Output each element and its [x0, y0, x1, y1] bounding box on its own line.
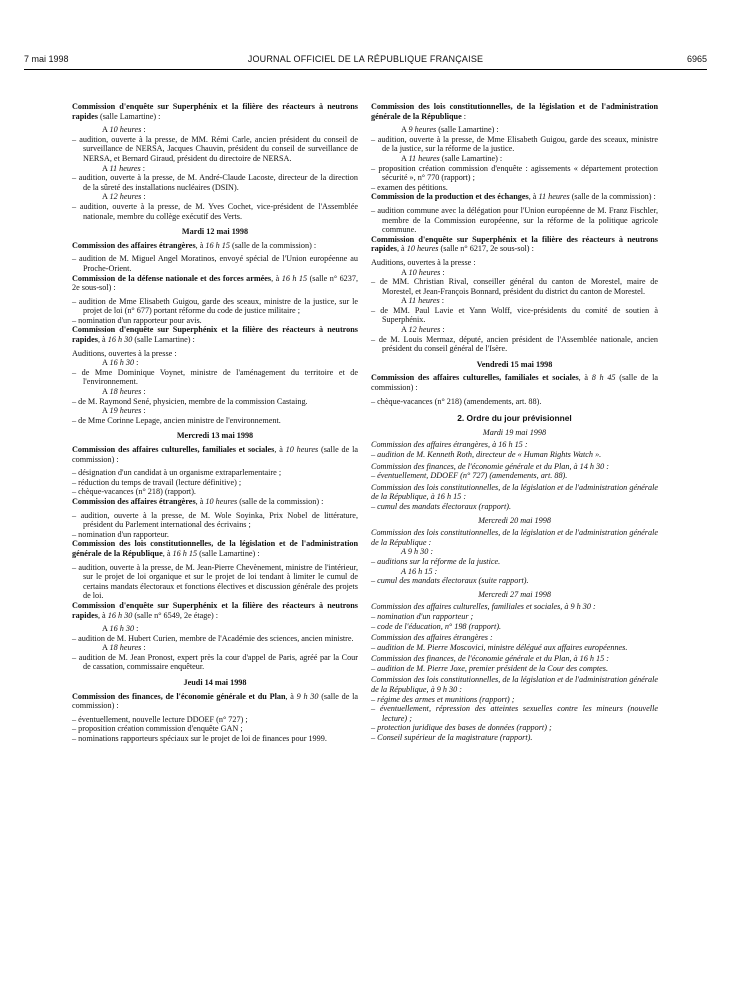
agenda-item: – proposition création commission d'enquête : agissements « département protection sécurité », n° 770 (rapport) ; [371, 163, 658, 183]
text-segment: A [102, 125, 110, 135]
time-slot [72, 358, 358, 368]
agenda-item: – de Mme Corinne Lepage, ancien ministre de l'environnement. [72, 415, 281, 425]
text-segment: : [141, 192, 146, 202]
forecast-agenda-item: – nomination d'un rapporteur ; [371, 611, 474, 621]
time-slot [72, 387, 358, 397]
text-segment: 16 h 30 [107, 610, 133, 620]
commission-heading [72, 241, 358, 251]
header-rule [24, 69, 707, 70]
agenda-item: – audition, ouverte à la presse, de M. Wole Soyinka, Prix Nobel de littérature, président du Parlement international des écrivains ; [72, 510, 358, 530]
agenda-item: – audition, ouverte à la presse, de MM. Rémi Carle, ancien président du conseil de surveillance de NERSA, Jacques Chauvin, président du conseil de surveillance de NERSA, et Bernard Giraud, président du directoire de NERSA. [72, 134, 358, 163]
commission-heading [72, 325, 358, 344]
agenda-item: – audition de M. Jean Pronost, expert près la cour d'appel de Paris, agréé par la Cour de cassation, commissaire enquêteur. [72, 652, 358, 672]
agenda-item: – examen des pétitions. [371, 182, 448, 192]
text-segment: (salle de la commission) : [229, 240, 317, 250]
text-segment: 19 heures [109, 406, 142, 416]
commission-heading [72, 102, 358, 121]
agenda-item: – proposition création commission d'enquête GAN ; [72, 724, 243, 734]
auditions-note: Auditions, ouvertes à la presse : [371, 257, 476, 267]
time-slot [371, 154, 658, 164]
text-segment: 11 heures [538, 192, 570, 202]
text-segment: (salle de la commission) : [72, 691, 359, 711]
agenda-item: – de M. Louis Mermaz, député, ancien président de l'Assemblée nationale, ancien président du conseil général de l'Isère. [371, 334, 658, 354]
auditions-note: Auditions, ouvertes à la presse : [72, 348, 177, 358]
text-segment: A [102, 387, 110, 397]
text-segment: 10 heures [285, 445, 319, 454]
forecast-agenda-item: – audition de M. Pierre Moscovici, ministre délégué aux affaires européennes. [371, 642, 628, 652]
text-segment: (salle Lamartine) : [97, 111, 161, 121]
text-segment: (salle n° 6549, 2e étage) : [132, 610, 219, 620]
text-segment: A [401, 267, 409, 277]
text-segment: Commission des affaires étrangères [72, 496, 196, 506]
page-number: 6965 [686, 54, 707, 64]
commission-heading [72, 601, 358, 620]
text-segment: 12 heures [408, 325, 441, 335]
text-segment: , à [162, 548, 173, 558]
text-segment: 16 h 30 [109, 358, 135, 368]
text-segment: 16 h 15 [172, 548, 198, 558]
text-segment: A [102, 163, 110, 173]
forecast-agenda-item: – audition de M. Pierre Joxe, premier président de la Cour des comptes. [371, 663, 609, 673]
text-segment: 16 h 30 [107, 335, 133, 345]
forecast-agenda-item: – code de l'éducation, n° 198 (rapport). [371, 621, 502, 631]
agenda-item: – de M. Raymond Sené, physicien, membre de la commission Castaing. [72, 396, 308, 406]
time-slot [371, 125, 658, 135]
text-segment: Commission de la production et des échanges [371, 192, 529, 202]
forecast-commission-heading: Commission des lois constitutionnelles, de la législation et de l'administration générale de la République, à 9 h 30 : [371, 675, 658, 695]
text-segment: 16 h 30 [109, 624, 135, 634]
forecast-agenda-item: – cumul des mandats électoraux (rapport). [371, 501, 512, 511]
agenda-item: – désignation d'un candidat à un organisme extraparlementaire ; [72, 468, 282, 478]
text-segment: A [401, 296, 409, 306]
forecast-day-heading: Mardi 19 mai 1998 [482, 427, 547, 437]
agenda-item: – audition de M. Miguel Angel Moratinos, envoyé spécial de l'Union européenne au Proche-Orient. [72, 254, 358, 273]
text-segment: A [102, 624, 110, 634]
text-segment: 10 heures [408, 267, 441, 277]
text-segment: : [141, 387, 146, 397]
time-slot [72, 164, 358, 174]
text-segment: : [141, 406, 146, 416]
commission-heading [72, 692, 358, 711]
forecast-day-heading: Mercredi 20 mai 1998 [478, 515, 551, 525]
text-segment: (salle n° 6237, 2e sous-sol) : [72, 273, 358, 293]
text-segment: Commission des lois constitutionnelles, de la législation et de l'administration générale de la République [371, 102, 658, 121]
commission-heading [72, 445, 358, 464]
text-segment: , à [578, 373, 592, 383]
agenda-item: – de Mme Dominique Voynet, ministre de l'aménagement du territoire et de l'environnement. [72, 367, 358, 387]
forecast-commission-heading: Commission des affaires étrangères, à 16 h 15 : [371, 440, 528, 450]
text-segment: Commission d'enquête sur Superphénix et la filière des réacteurs à neutrons rapides [72, 325, 358, 345]
text-segment: 10 heures [109, 125, 142, 135]
text-segment: , à [396, 244, 407, 254]
text-segment: , à [195, 240, 206, 250]
text-segment: : [440, 325, 445, 335]
text-segment: A [102, 358, 110, 368]
text-segment: , à [285, 691, 297, 701]
forecast-agenda-item: – auditions sur la réforme de la justice. [371, 556, 501, 566]
day-heading: Vendredi 15 mai 1998 [476, 359, 553, 369]
agenda-item: – nominations rapporteurs spéciaux sur le projet de loi de finances pour 1999. [72, 734, 327, 744]
text-segment: : [134, 624, 139, 634]
text-segment: (salle n° 6217, 2e sous-sol) : [438, 244, 534, 254]
left-column [72, 102, 358, 744]
agenda-item: – de MM. Paul Lavie et Yann Wolff, vice-présidents du comité de soutien à Superphénix. [371, 305, 658, 325]
forecast-commission-heading: Commission des lois constitutionnelles, de la législation et de l'administration générale de la République, à 16 h 15 : [371, 482, 658, 502]
text-segment: Commission d'enquête sur Superphénix et la filière des réacteurs à neutrons rapides [72, 102, 358, 121]
text-segment: Commission des lois constitutionnelles, de la législation et de l'administration générale de la République [72, 539, 358, 558]
time-slot [371, 296, 658, 306]
text-segment: Commission d'enquête sur Superphénix et la filière des réacteurs à neutrons rapides [72, 600, 358, 620]
agenda-item: – de MM. Christian Rival, conseiller général du canton de Morestel, maire de Morestel, et Jean-François Bonnard, président du district du canton de Morestel. [371, 277, 658, 296]
text-segment: : [141, 125, 146, 135]
text-segment: 11 heures [109, 163, 141, 173]
text-segment: , à [274, 445, 286, 454]
forecast-agenda-item: – protection juridique des bases de données (rapport) ; [371, 723, 552, 733]
text-segment: A [102, 643, 110, 653]
text-segment: 12 heures [109, 192, 142, 202]
text-segment: 10 heures [406, 244, 439, 254]
forecast-agenda-item: – régime des armes et munitions (rapport) ; [371, 694, 515, 704]
commission-heading [72, 497, 358, 507]
time-slot [371, 268, 658, 278]
forecast-agenda-item: – Conseil supérieur de la magistrature (rapport). [371, 733, 533, 743]
text-segment: (salle Lamartine) : [132, 335, 195, 345]
text-segment: Commission des affaires culturelles, familiales et sociales [72, 445, 275, 454]
text-segment: , à [271, 273, 282, 283]
text-segment: Commission des affaires étrangères [72, 240, 196, 250]
agenda-item: – éventuellement, nouvelle lecture DDOEF (n° 727) ; [72, 714, 248, 724]
text-segment: 18 heures [109, 643, 142, 653]
agenda-item: – audition, ouverte à la presse, de Mme Elisabeth Guigou, garde des sceaux, ministre de la justice, sur la réforme de la justice. [371, 134, 658, 154]
text-segment: (salle de la commission) : [72, 445, 359, 464]
text-segment: A [102, 406, 110, 416]
text-segment: , à [97, 610, 108, 620]
forecast-agenda-item: – audition de M. Kenneth Roth, directeur de « Human Rights Watch ». [371, 450, 602, 459]
forecast-commission-heading: Commission des affaires culturelles, familiales et sociales, à 9 h 30 : [371, 602, 596, 612]
text-segment: (salle de la commission) : [569, 192, 656, 202]
text-segment: (salle de la commission) : [371, 373, 658, 393]
forecast-day-heading: Mercredi 27 mai 1998 [478, 589, 551, 599]
text-segment: Commission des affaires culturelles, familiales et sociales [371, 373, 579, 383]
text-segment: 9 h 30 [296, 691, 319, 701]
journal-title: JOURNAL OFFICIEL DE LA RÉPUBLIQUE FRANÇAISE [247, 54, 484, 64]
text-segment: 10 heures [205, 496, 238, 506]
agenda-item: – audition de M. Hubert Curien, membre de l'Académie des sciences, ancien ministre. [72, 633, 354, 643]
commission-heading [72, 274, 358, 293]
text-segment: A [401, 125, 409, 135]
text-segment: Commission des finances, de l'économie générale et du Plan [72, 691, 286, 701]
agenda-item: – nomination d'un rapporteur pour avis. [72, 315, 202, 325]
text-segment: 8 h 45 [591, 373, 616, 383]
forecast-commission-heading: Commission des affaires étrangères : [371, 633, 493, 643]
page-header [24, 54, 707, 68]
agenda-item: – audition, ouverte à la presse, de M. Jean-Pierre Chevènement, ministre de l'intérieur, sur le projet de loi organique et sur le projet de loi tendant à limiter le cumul de certains mandats électoraux et fonctions électives et discussion générale des projets de loi. [72, 562, 358, 601]
agenda-item: – audition, ouverte à la presse, de M. André-Claude Lacoste, directeur de la direction de la sûreté des installations nucléaires (DSIN). [72, 173, 358, 192]
agenda-item: – audition, ouverte à la presse, de M. Yves Cochet, vice-président de l'Assemblée nationale, membre du collège exécutif des Verts. [72, 201, 358, 221]
day-heading: Jeudi 14 mai 1998 [183, 678, 247, 688]
text-segment: : [141, 643, 146, 653]
agenda-item: – nomination d'un rapporteur. [72, 529, 169, 539]
forecast-time-slot: A 16 h 15 : [401, 566, 438, 576]
time-slot [72, 192, 358, 202]
forecast-commission-heading: Commission des lois constitutionnelles, de la législation et de l'administration générale de la République : [371, 528, 658, 547]
text-segment: 16 h 15 [281, 273, 308, 283]
text-segment: , à [195, 496, 206, 506]
text-segment: , à [528, 192, 539, 202]
agenda-item: – chèque-vacances (n° 218) (amendements, art. 88). [371, 396, 542, 406]
text-segment: 11 heures [408, 296, 440, 306]
text-segment: : [140, 163, 145, 173]
commission-heading [371, 373, 658, 392]
forecast-time-slot: A 9 h 30 : [401, 547, 434, 557]
forecast-agenda-item: – cumul des mandats électoraux (suite rapport). [371, 576, 529, 586]
agenda-item: – audition de Mme Elisabeth Guigou, garde des sceaux, ministre de la justice, sur le projet de loi (n° 677) portant réforme du code de justice militaire ; [72, 296, 358, 316]
time-slot [72, 624, 358, 634]
time-slot [72, 125, 358, 135]
text-segment: (salle Lamartine) : [436, 125, 499, 135]
day-heading: Mercredi 13 mai 1998 [176, 431, 254, 441]
text-segment: : [134, 358, 139, 368]
text-segment: A [401, 153, 409, 163]
agenda-item: – audition commune avec la délégation pour l'Union européenne de M. Franz Fischler, membre de la Commission européenne, sur la réforme de la politique agricole commune. [371, 205, 658, 235]
header-date: 7 mai 1998 [24, 54, 69, 64]
text-segment: : [440, 267, 445, 277]
commission-heading [371, 192, 658, 202]
text-segment: (salle Lamartine) : [197, 548, 260, 558]
text-segment: A [401, 325, 409, 335]
text-segment: 11 heures [408, 153, 440, 163]
commission-heading [371, 102, 658, 121]
forecast-commission-heading: Commission des finances, de l'économie générale et du Plan, à 16 h 15 : [371, 654, 610, 664]
day-heading: Mardi 12 mai 1998 [181, 227, 249, 237]
agenda-item: – chèque-vacances (n° 218) (rapport). [72, 487, 196, 497]
text-segment: : [461, 111, 467, 121]
text-segment: (salle Lamartine) : [439, 153, 503, 163]
forecast-commission-heading: Commission des finances, de l'économie générale et du Plan, à 14 h 30 : [371, 461, 610, 471]
text-segment: 16 h 15 [205, 240, 230, 250]
commission-heading [371, 235, 658, 254]
commission-heading [72, 539, 358, 558]
time-slot [371, 325, 658, 335]
time-slot [72, 406, 358, 416]
forecast-agenda-item: – éventuellement, DDOEF (n° 727) (amendements, art. 88). [371, 471, 568, 481]
text-segment: : [439, 296, 444, 306]
forecast-agenda-item: – éventuellement, répression des atteintes sexuelles contre les mineurs (nouvelle lecture) ; [371, 704, 658, 723]
text-segment: 9 heures [408, 125, 437, 135]
text-segment: Commission d'enquête sur Superphénix et la filière des réacteurs à neutrons rapides [371, 234, 658, 254]
text-segment: (salle de la commission) : [237, 496, 324, 506]
right-column [371, 102, 658, 743]
text-segment: A [102, 192, 110, 202]
agenda-item: – réduction du temps de travail (lecture définitive) ; [72, 477, 242, 487]
section-heading: 2. Ordre du jour prévisionnel [457, 413, 572, 424]
time-slot [72, 643, 358, 653]
text-segment: Commission de la défense nationale et des forces armées [72, 273, 272, 283]
text-segment: 18 heures [109, 387, 142, 397]
text-segment: , à [97, 335, 108, 345]
